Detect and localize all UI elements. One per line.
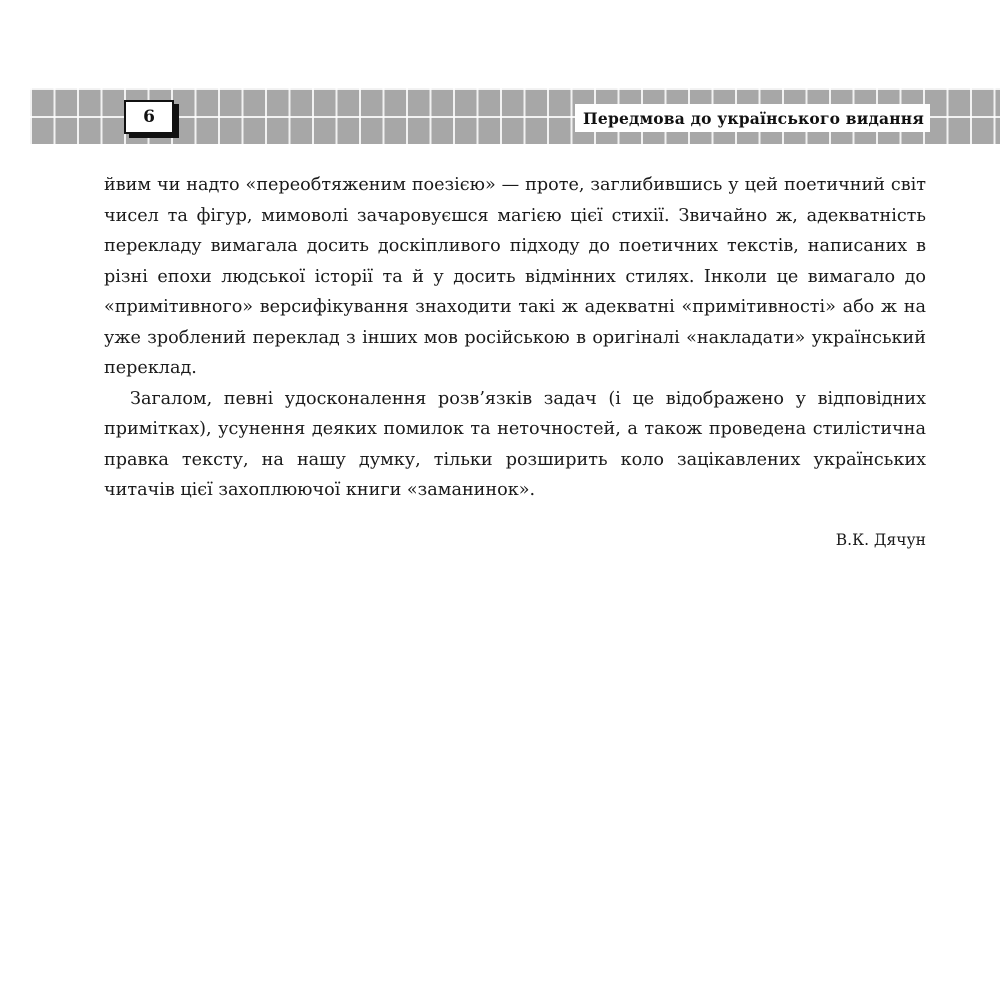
page-number: 6	[143, 107, 155, 127]
paragraph-continuation: йвим чи надто «переобтяженим поезією» — проте, заглибившись у цей поетичний світ чисел та фігур, мимоволі зачаровуєшся магією цієї стихії. Звичайно ж, адекватність перекладу вимагала досить доскіпливого підходу до поетичних текстів, написаних в різні епохи людської історії та й у досить відмінних стилях. Інколи це вимагало до «примітивного» версифікування знаходити такі ж адекватні «примітивності» або ж на уже зроблений переклад з інших мов російською в оригіналі «накладати» український переклад.	[104, 175, 926, 378]
running-title: Передмова до українського видання	[583, 108, 924, 128]
paragraph-conclusion: Загалом, певні удосконалення розв’язків задач (і це відображено у відповідних примітках), усунення деяких помилок та неточностей, а також проведена стилістична правка тексту, на нашу думку, тільки розширить коло зацікавлених українських читачів цієї захоплюючої книги «заманинок».	[104, 388, 926, 500]
page-number-box	[124, 100, 174, 134]
body-text	[104, 170, 926, 506]
running-title-plate	[575, 104, 930, 132]
author-signature: В.К. Дячун	[835, 531, 926, 549]
